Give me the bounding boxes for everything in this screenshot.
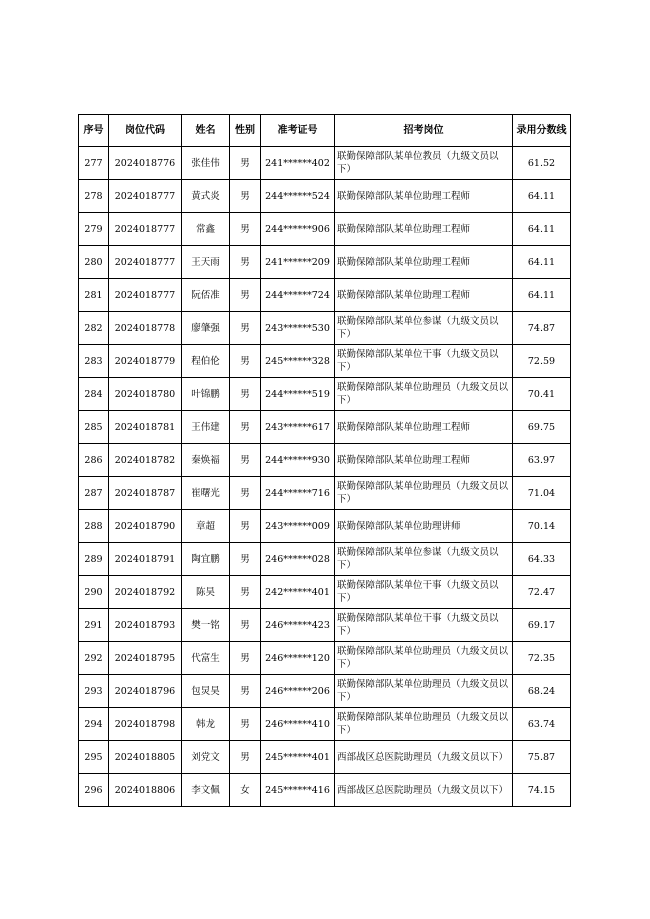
cell-score: 71.04 <box>513 477 571 510</box>
cell-seq: 290 <box>79 576 109 609</box>
cell-name: 崔曙光 <box>182 477 230 510</box>
cell-post-code: 2024018796 <box>109 675 182 708</box>
cell-name: 阮俖准 <box>182 279 230 312</box>
cell-post-code: 2024018798 <box>109 708 182 741</box>
cell-position: 联勤保障部队某单位干事（九级文员以下） <box>335 345 513 378</box>
cell-score: 75.87 <box>513 741 571 774</box>
cell-gender: 男 <box>230 576 261 609</box>
cell-seq: 291 <box>79 609 109 642</box>
header-seq: 序号 <box>79 115 109 147</box>
table-row <box>79 180 571 213</box>
cell-exam-id: 241******209 <box>261 246 335 279</box>
cell-gender: 男 <box>230 279 261 312</box>
cell-position: 联勤保障部队某单位助理讲师 <box>335 510 513 543</box>
cell-name: 陈昊 <box>182 576 230 609</box>
header-position: 招考岗位 <box>335 115 513 147</box>
cell-score: 61.52 <box>513 147 571 180</box>
cell-exam-id: 245******401 <box>261 741 335 774</box>
cell-position: 联勤保障部队某单位助理工程师 <box>335 246 513 279</box>
cell-exam-id: 243******617 <box>261 411 335 444</box>
cell-post-code: 2024018779 <box>109 345 182 378</box>
cell-seq: 279 <box>79 213 109 246</box>
cell-gender: 男 <box>230 444 261 477</box>
cell-post-code: 2024018778 <box>109 312 182 345</box>
cell-gender: 男 <box>230 147 261 180</box>
table-row <box>79 675 571 708</box>
cell-gender: 男 <box>230 642 261 675</box>
cell-gender: 男 <box>230 609 261 642</box>
cell-post-code: 2024018805 <box>109 741 182 774</box>
cell-name: 李文佩 <box>182 774 230 807</box>
cell-seq: 292 <box>79 642 109 675</box>
cell-exam-id: 243******530 <box>261 312 335 345</box>
cell-seq: 294 <box>79 708 109 741</box>
cell-position: 联勤保障部队某单位干事（九级文员以下） <box>335 576 513 609</box>
cell-exam-id: 244******724 <box>261 279 335 312</box>
cell-name: 张佳伟 <box>182 147 230 180</box>
cell-name: 秦焕福 <box>182 444 230 477</box>
cell-position: 联勤保障部队某单位助理工程师 <box>335 180 513 213</box>
cell-position: 联勤保障部队某单位干事（九级文员以下） <box>335 609 513 642</box>
cell-exam-id: 246******206 <box>261 675 335 708</box>
table-row <box>79 411 571 444</box>
cell-name: 叶锦鹏 <box>182 378 230 411</box>
cell-position: 联勤保障部队某单位助理员（九级文员以下） <box>335 477 513 510</box>
cell-name: 代富生 <box>182 642 230 675</box>
cell-post-code: 2024018792 <box>109 576 182 609</box>
table-row <box>79 774 571 807</box>
cell-position: 联勤保障部队某单位助理员（九级文员以下） <box>335 675 513 708</box>
cell-score: 64.11 <box>513 279 571 312</box>
cell-score: 70.14 <box>513 510 571 543</box>
cell-position: 联勤保障部队某单位教员（九级文员以下） <box>335 147 513 180</box>
cell-name: 包炅昊 <box>182 675 230 708</box>
cell-score: 69.17 <box>513 609 571 642</box>
cell-exam-id: 246******410 <box>261 708 335 741</box>
cell-seq: 280 <box>79 246 109 279</box>
header-score: 录用分数线 <box>513 115 571 147</box>
cell-seq: 289 <box>79 543 109 576</box>
cell-position: 联勤保障部队某单位助理员（九级文员以下） <box>335 708 513 741</box>
cell-score: 63.97 <box>513 444 571 477</box>
cell-seq: 282 <box>79 312 109 345</box>
cell-exam-id: 246******423 <box>261 609 335 642</box>
cell-exam-id: 246******120 <box>261 642 335 675</box>
cell-name: 樊一铭 <box>182 609 230 642</box>
admission-score-table <box>78 114 571 807</box>
cell-exam-id: 245******416 <box>261 774 335 807</box>
cell-score: 70.41 <box>513 378 571 411</box>
cell-seq: 281 <box>79 279 109 312</box>
cell-exam-id: 244******716 <box>261 477 335 510</box>
table-header-row <box>79 115 571 147</box>
cell-post-code: 2024018780 <box>109 378 182 411</box>
cell-post-code: 2024018795 <box>109 642 182 675</box>
header-exam-id: 准考证号 <box>261 115 335 147</box>
cell-position: 西部战区总医院助理员（九级文员以下） <box>335 741 513 774</box>
cell-score: 74.87 <box>513 312 571 345</box>
table-row <box>79 642 571 675</box>
cell-post-code: 2024018776 <box>109 147 182 180</box>
cell-seq: 296 <box>79 774 109 807</box>
cell-gender: 男 <box>230 411 261 444</box>
cell-score: 68.24 <box>513 675 571 708</box>
cell-seq: 295 <box>79 741 109 774</box>
cell-post-code: 2024018777 <box>109 279 182 312</box>
cell-post-code: 2024018777 <box>109 246 182 279</box>
cell-name: 陶宜鹏 <box>182 543 230 576</box>
table-row <box>79 246 571 279</box>
cell-score: 72.47 <box>513 576 571 609</box>
cell-gender: 男 <box>230 378 261 411</box>
table-row <box>79 477 571 510</box>
cell-gender: 男 <box>230 345 261 378</box>
cell-score: 74.15 <box>513 774 571 807</box>
cell-post-code: 2024018777 <box>109 180 182 213</box>
cell-exam-id: 241******402 <box>261 147 335 180</box>
cell-post-code: 2024018790 <box>109 510 182 543</box>
cell-name: 韩龙 <box>182 708 230 741</box>
cell-name: 程伯伦 <box>182 345 230 378</box>
cell-seq: 286 <box>79 444 109 477</box>
table-row <box>79 279 571 312</box>
cell-exam-id: 244******519 <box>261 378 335 411</box>
cell-gender: 男 <box>230 312 261 345</box>
cell-score: 64.11 <box>513 213 571 246</box>
cell-seq: 287 <box>79 477 109 510</box>
cell-post-code: 2024018781 <box>109 411 182 444</box>
header-name: 姓名 <box>182 115 230 147</box>
cell-post-code: 2024018777 <box>109 213 182 246</box>
table-row <box>79 576 571 609</box>
cell-seq: 278 <box>79 180 109 213</box>
table-row <box>79 312 571 345</box>
cell-exam-id: 246******028 <box>261 543 335 576</box>
table-row <box>79 444 571 477</box>
cell-position: 联勤保障部队某单位参谋（九级文员以下） <box>335 312 513 345</box>
cell-name: 王天雨 <box>182 246 230 279</box>
table-row <box>79 510 571 543</box>
cell-gender: 男 <box>230 543 261 576</box>
cell-exam-id: 244******906 <box>261 213 335 246</box>
cell-name: 常鑫 <box>182 213 230 246</box>
cell-gender: 男 <box>230 180 261 213</box>
cell-gender: 男 <box>230 741 261 774</box>
header-post-code: 岗位代码 <box>109 115 182 147</box>
cell-seq: 284 <box>79 378 109 411</box>
cell-gender: 男 <box>230 246 261 279</box>
cell-gender: 男 <box>230 510 261 543</box>
cell-post-code: 2024018791 <box>109 543 182 576</box>
cell-seq: 293 <box>79 675 109 708</box>
cell-score: 69.75 <box>513 411 571 444</box>
cell-position: 联勤保障部队某单位助理工程师 <box>335 411 513 444</box>
cell-score: 64.11 <box>513 246 571 279</box>
cell-score: 72.59 <box>513 345 571 378</box>
cell-position: 联勤保障部队某单位助理工程师 <box>335 444 513 477</box>
cell-post-code: 2024018787 <box>109 477 182 510</box>
table-row <box>79 609 571 642</box>
table-row <box>79 543 571 576</box>
cell-name: 刘党文 <box>182 741 230 774</box>
cell-post-code: 2024018806 <box>109 774 182 807</box>
cell-exam-id: 245******328 <box>261 345 335 378</box>
table-row <box>79 708 571 741</box>
cell-seq: 288 <box>79 510 109 543</box>
cell-position: 联勤保障部队某单位助理员（九级文员以下） <box>335 378 513 411</box>
cell-exam-id: 243******009 <box>261 510 335 543</box>
cell-gender: 男 <box>230 708 261 741</box>
table-row <box>79 378 571 411</box>
cell-name: 章超 <box>182 510 230 543</box>
cell-exam-id: 244******524 <box>261 180 335 213</box>
cell-gender: 男 <box>230 477 261 510</box>
table-row <box>79 147 571 180</box>
cell-gender: 女 <box>230 774 261 807</box>
cell-score: 72.35 <box>513 642 571 675</box>
cell-position: 联勤保障部队某单位助理员（九级文员以下） <box>335 642 513 675</box>
cell-post-code: 2024018782 <box>109 444 182 477</box>
cell-seq: 277 <box>79 147 109 180</box>
table-row <box>79 345 571 378</box>
table-row <box>79 741 571 774</box>
cell-name: 黄式炎 <box>182 180 230 213</box>
cell-post-code: 2024018793 <box>109 609 182 642</box>
cell-score: 64.33 <box>513 543 571 576</box>
cell-name: 王伟建 <box>182 411 230 444</box>
table-row <box>79 213 571 246</box>
cell-seq: 283 <box>79 345 109 378</box>
cell-position: 联勤保障部队某单位助理工程师 <box>335 213 513 246</box>
cell-gender: 男 <box>230 675 261 708</box>
cell-position: 西部战区总医院助理员（九级文员以下） <box>335 774 513 807</box>
cell-exam-id: 242******401 <box>261 576 335 609</box>
cell-score: 63.74 <box>513 708 571 741</box>
cell-name: 廖肇强 <box>182 312 230 345</box>
cell-gender: 男 <box>230 213 261 246</box>
header-gender: 性别 <box>230 115 261 147</box>
cell-exam-id: 244******930 <box>261 444 335 477</box>
cell-score: 64.11 <box>513 180 571 213</box>
cell-seq: 285 <box>79 411 109 444</box>
cell-position: 联勤保障部队某单位助理工程师 <box>335 279 513 312</box>
cell-position: 联勤保障部队某单位参谋（九级文员以下） <box>335 543 513 576</box>
